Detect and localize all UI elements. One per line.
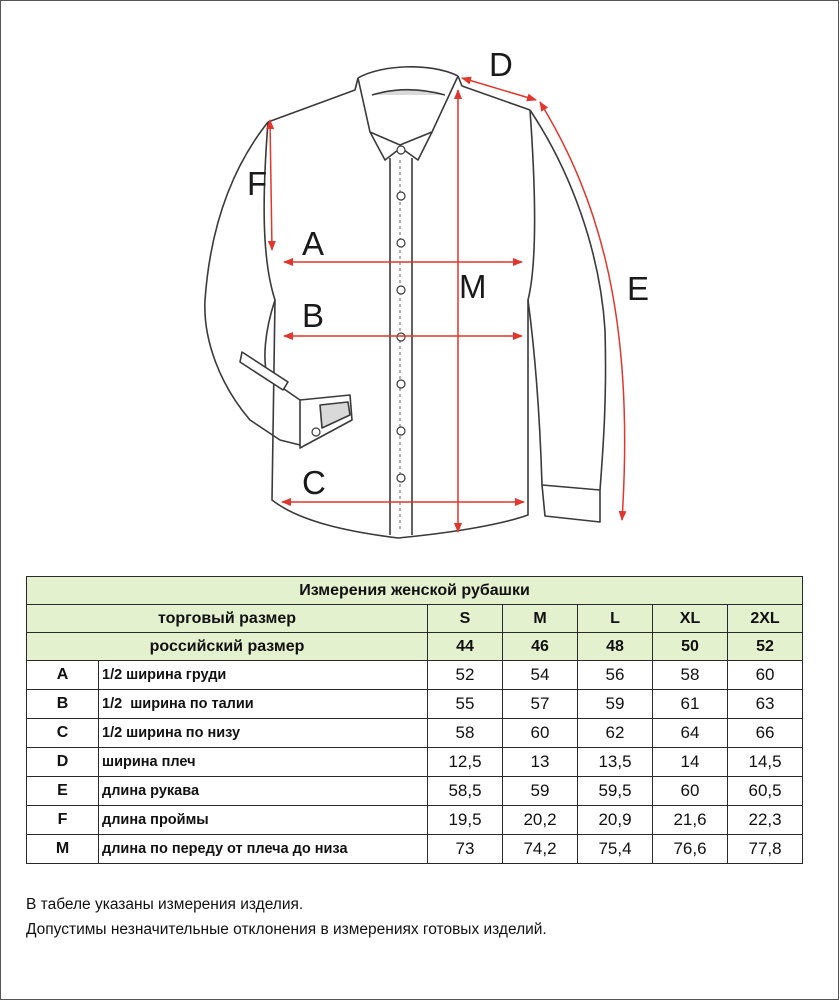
row-value: 13 — [503, 748, 578, 777]
row-value: 21,6 — [653, 806, 728, 835]
note-line-1: В табеле указаны измерения изделия. — [26, 896, 304, 913]
row-value: 63 — [728, 690, 803, 719]
row-value: 60,5 — [728, 777, 803, 806]
row-value: 14,5 — [728, 748, 803, 777]
measure-line-e — [540, 102, 625, 520]
row-value: 57 — [503, 690, 578, 719]
size-table — [26, 576, 803, 864]
label-b: B — [302, 297, 325, 334]
row-value: 74,2 — [503, 835, 578, 864]
row-name: 1/2 ширина по талии — [99, 690, 428, 719]
table-row — [27, 777, 803, 806]
row-code: A — [27, 661, 99, 690]
row-name: длина рукава — [99, 777, 428, 806]
row-code: D — [27, 748, 99, 777]
row-value: 22,3 — [728, 806, 803, 835]
row-value: 60 — [728, 661, 803, 690]
row-value: 58 — [428, 719, 503, 748]
size-header: S — [428, 605, 503, 633]
row-value: 52 — [428, 661, 503, 690]
row-value: 56 — [578, 661, 653, 690]
ru-size-header: 46 — [503, 633, 578, 661]
table-row — [27, 835, 803, 864]
row-value: 58,5 — [428, 777, 503, 806]
row-value: 13,5 — [578, 748, 653, 777]
row-name: длина по переду от плеча до низа — [99, 835, 428, 864]
russian-size-label: российский размер — [27, 633, 428, 661]
table-row — [27, 748, 803, 777]
table-row — [27, 806, 803, 835]
row-code: M — [27, 835, 99, 864]
row-name: длина проймы — [99, 806, 428, 835]
row-value: 61 — [653, 690, 728, 719]
row-value: 62 — [578, 719, 653, 748]
trade-size-row — [27, 605, 803, 633]
label-c: C — [302, 464, 326, 501]
row-value: 12,5 — [428, 748, 503, 777]
table-title: Измерения женской рубашки — [27, 577, 803, 605]
russian-size-row — [27, 633, 803, 661]
row-code: F — [27, 806, 99, 835]
row-value: 20,9 — [578, 806, 653, 835]
table-row — [27, 719, 803, 748]
row-value: 59 — [578, 690, 653, 719]
ru-size-header: 44 — [428, 633, 503, 661]
trade-size-label: торговый размер — [27, 605, 428, 633]
row-value: 19,5 — [428, 806, 503, 835]
row-value: 75,4 — [578, 835, 653, 864]
note-line-2: Допустимы незначительные отклонения в измерениях готовых изделий. — [26, 921, 547, 938]
row-value: 14 — [653, 748, 728, 777]
label-d: D — [489, 46, 513, 83]
row-value: 20,2 — [503, 806, 578, 835]
ru-size-header: 48 — [578, 633, 653, 661]
label-a: A — [302, 225, 325, 262]
row-value: 58 — [653, 661, 728, 690]
label-f: F — [247, 165, 268, 202]
row-value: 59,5 — [578, 777, 653, 806]
row-value: 76,6 — [653, 835, 728, 864]
row-value: 59 — [503, 777, 578, 806]
row-value: 60 — [503, 719, 578, 748]
size-header: M — [503, 605, 578, 633]
ru-size-header: 50 — [653, 633, 728, 661]
row-code: C — [27, 719, 99, 748]
table-row — [27, 690, 803, 719]
shirt-outline — [205, 67, 606, 538]
label-e: E — [627, 270, 650, 307]
row-value: 54 — [503, 661, 578, 690]
size-header: XL — [653, 605, 728, 633]
size-header: 2XL — [728, 605, 803, 633]
size-header: L — [578, 605, 653, 633]
row-value: 66 — [728, 719, 803, 748]
row-value: 55 — [428, 690, 503, 719]
row-name: 1/2 ширина по низу — [99, 719, 428, 748]
row-name: ширина плеч — [99, 748, 428, 777]
row-value: 73 — [428, 835, 503, 864]
row-value: 60 — [653, 777, 728, 806]
table-row — [27, 661, 803, 690]
label-m: M — [459, 268, 487, 305]
measure-line-f — [270, 120, 272, 250]
row-value: 64 — [653, 719, 728, 748]
row-code: B — [27, 690, 99, 719]
row-code: E — [27, 777, 99, 806]
ru-size-header: 52 — [728, 633, 803, 661]
row-value: 77,8 — [728, 835, 803, 864]
row-name: 1/2 ширина груди — [99, 661, 428, 690]
